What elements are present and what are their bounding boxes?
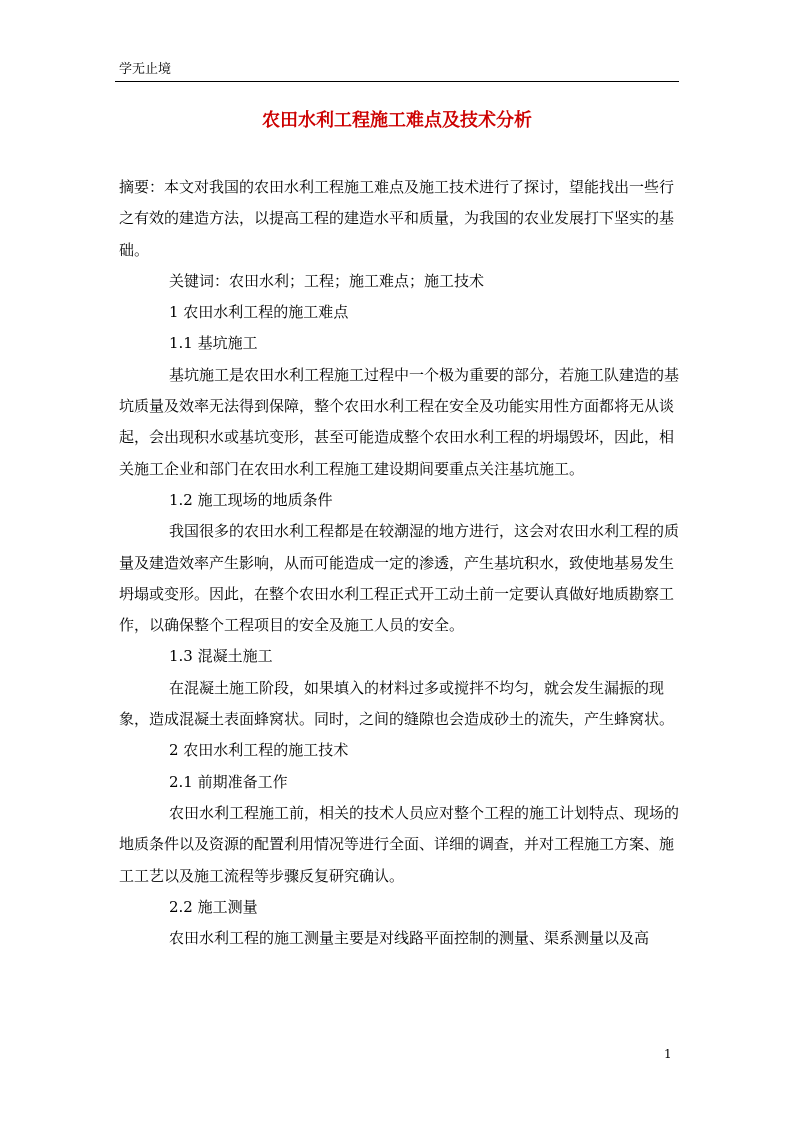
body-paragraph: 我国很多的农田水利工程都是在较潮湿的地方进行，这会对农田水利工程的质量及建造效率产生影响，从而可能造成一定的渗透，产生基坑积水，致使地基易发生坍塌或变形。因此，在整个农田水利工程正式开工动土前一定要认真做好地质勘察工作，以确保整个工程项目的安全及施工人员的安全。: [119, 522, 680, 635]
section-heading: 2 农田水利工程的施工技术: [169, 741, 349, 760]
subsection-heading: 1.2 施工现场的地质条件: [169, 490, 333, 509]
body-paragraph: 基坑施工是农田水利工程施工过程中一个极为重要的部分，若施工队建造的基坑质量及效率无法得到保障，整个农田水利工程在安全及功能实用性方面都将无从谈起，会出现积水或基坑变形，甚至可能造成整个农田水利工程的坍塌毁坏，因此，相关施工企业和部门在农田水利工程施工建设期间要重点关注基坑施工。: [119, 365, 680, 478]
page-header: 学无止境: [119, 62, 172, 77]
body-paragraph: 农田水利工程的施工测量主要是对线路平面控制的测量、渠系测量以及高: [169, 929, 650, 948]
subsection-heading: 1.1 基坑施工: [169, 334, 258, 353]
subsection-heading: 2.1 前期准备工作: [169, 772, 288, 791]
page-number: 1: [664, 1047, 672, 1061]
keywords-paragraph: 关键词：农田水利；工程；施工难点；施工技术: [169, 271, 485, 290]
document-title: 农田水利工程施工难点及技术分析: [262, 110, 532, 131]
body-paragraph: 在混凝土施工阶段，如果填入的材料过多或搅拌不均匀，就会发生漏振的现象，造成混凝土表面蜂窝状。同时，之间的缝隙也会造成砂土的流失，产生蜂窝状。: [119, 678, 675, 729]
header-divider: [115, 81, 679, 82]
document-body: [119, 172, 685, 954]
abstract-paragraph: 摘要：本文对我国的农田水利工程施工难点及施工技术进行了探讨，望能找出一些行之有效的建造方法，以提高工程的建造水平和质量，为我国的农业发展打下坚实的基础。: [119, 178, 675, 259]
body-paragraph: 农田水利工程施工前，相关的技术人员应对整个工程的施工计划特点、现场的地质条件以及资源的配置利用情况等进行全面、详细的调查，并对工程施工方案、施工工艺以及施工流程等步骤反复研究确认。: [119, 803, 680, 885]
section-heading: 1 农田水利工程的施工难点: [169, 303, 349, 322]
subsection-heading: 2.2 施工测量: [169, 897, 258, 916]
subsection-heading: 1.3 混凝土施工: [169, 647, 273, 666]
